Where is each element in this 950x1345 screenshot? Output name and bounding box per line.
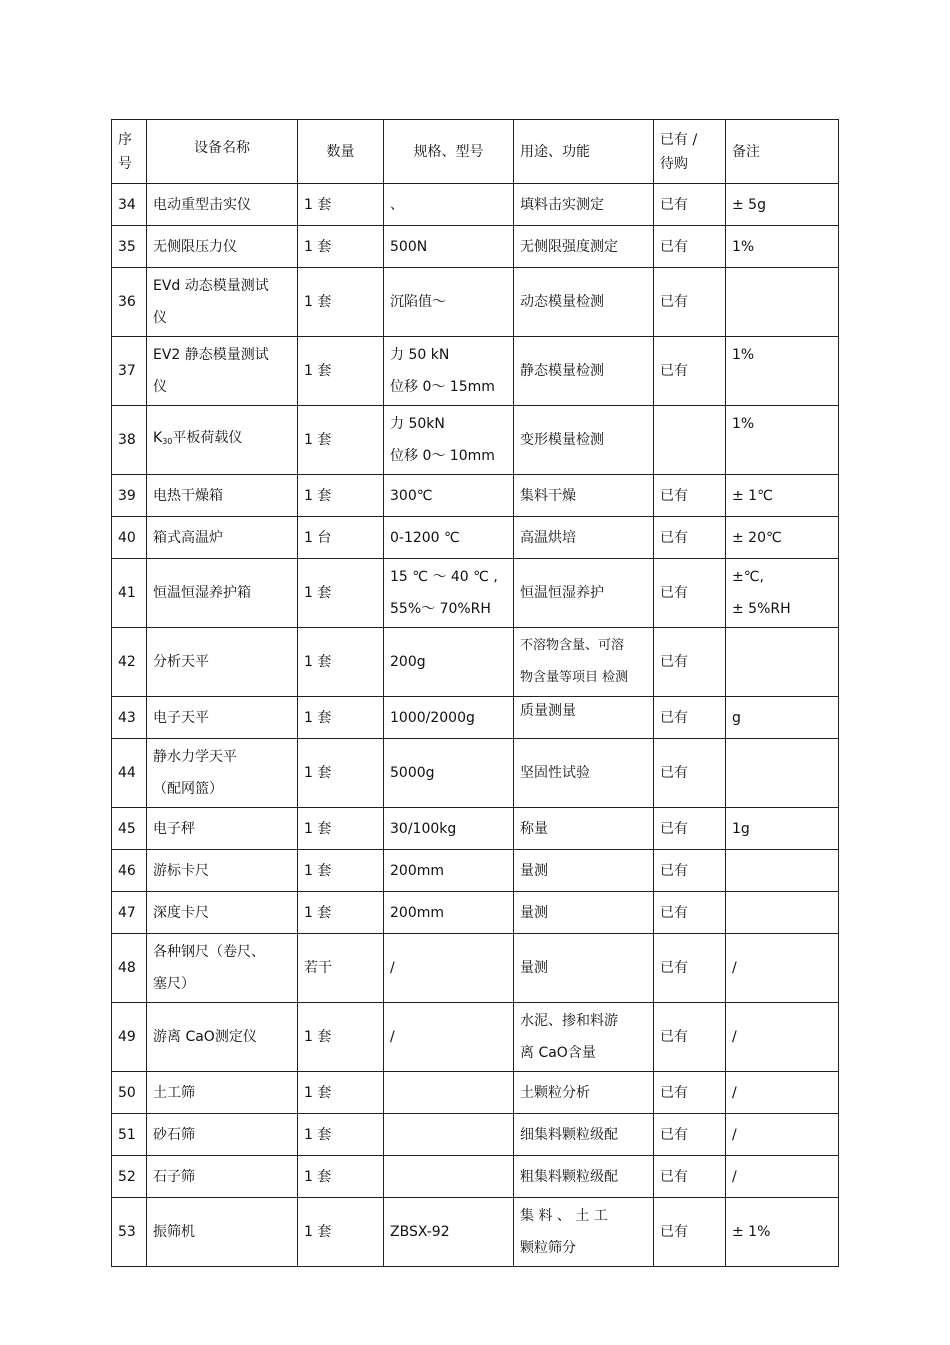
- row-name: 游标卡尺: [147, 850, 298, 892]
- row-use: 称量: [514, 808, 654, 850]
- row-qty: 1 套: [298, 1114, 384, 1156]
- row-name: 电子秤: [147, 808, 298, 850]
- row-use: 量测: [514, 850, 654, 892]
- row-remark: ± 1℃: [726, 475, 839, 517]
- row-name: 电热干燥箱: [147, 475, 298, 517]
- header-no: 序 号: [112, 120, 147, 184]
- row-remark: /: [726, 1072, 839, 1114]
- row-qty: 1 套: [298, 697, 384, 739]
- row-qty: 1 套: [298, 226, 384, 268]
- row-no: 34: [112, 184, 147, 226]
- row-no: 53: [112, 1198, 147, 1267]
- row-qty: 1 套: [298, 1198, 384, 1267]
- row-use: 集 料 、 土 工 颗粒筛分: [514, 1198, 654, 1267]
- row-status: 已有: [654, 892, 726, 934]
- row-remark: [726, 628, 839, 697]
- row-spec: 30/100kg: [384, 808, 514, 850]
- row-use: 质量测量: [514, 697, 654, 739]
- row-name: $K_{30}$平板荷载仪: [147, 406, 298, 475]
- table-row: [112, 268, 839, 337]
- row-spec: 、: [384, 184, 514, 226]
- row-remark: ± 5g: [726, 184, 839, 226]
- row-name: 电子天平: [147, 697, 298, 739]
- row-spec: 200g: [384, 628, 514, 697]
- header-row: [112, 120, 839, 184]
- row-status: [654, 406, 726, 475]
- row-name: 振筛机: [147, 1198, 298, 1267]
- row-qty: 1 套: [298, 268, 384, 337]
- row-no: 47: [112, 892, 147, 934]
- row-spec: [384, 1156, 514, 1198]
- row-name: 无侧限压力仪: [147, 226, 298, 268]
- row-no: 44: [112, 739, 147, 808]
- row-remark: 1g: [726, 808, 839, 850]
- row-remark: /: [726, 934, 839, 1003]
- row-qty: 1 套: [298, 559, 384, 628]
- row-spec: [384, 1072, 514, 1114]
- row-qty: 1 套: [298, 184, 384, 226]
- row-use: 水泥、掺和料游 离 CaO含量: [514, 1003, 654, 1072]
- row-use: 粗集料颗粒级配: [514, 1156, 654, 1198]
- row-status: 已有: [654, 697, 726, 739]
- row-status: 已有: [654, 934, 726, 1003]
- row-status: 已有: [654, 517, 726, 559]
- row-qty: 1 套: [298, 808, 384, 850]
- row-status: 已有: [654, 628, 726, 697]
- row-qty: 1 套: [298, 850, 384, 892]
- table-row: [112, 475, 839, 517]
- row-no: 36: [112, 268, 147, 337]
- table-row: [112, 934, 839, 1003]
- row-remark: ±℃, ± 5%RH: [726, 559, 839, 628]
- header-qty: 数量: [298, 120, 384, 184]
- header-remark: 备注: [726, 120, 839, 184]
- row-spec: 力 50 kN 位移 0～ 15mm: [384, 337, 514, 406]
- row-remark: /: [726, 1003, 839, 1072]
- row-no: 41: [112, 559, 147, 628]
- row-remark: /: [726, 1156, 839, 1198]
- row-status: 已有: [654, 808, 726, 850]
- row-qty: 1 套: [298, 1003, 384, 1072]
- row-no: 52: [112, 1156, 147, 1198]
- row-status: 已有: [654, 1072, 726, 1114]
- row-remark: [726, 739, 839, 808]
- row-spec: [384, 1114, 514, 1156]
- row-no: 48: [112, 934, 147, 1003]
- header-spec: 规格、型号: [384, 120, 514, 184]
- row-qty: 1 套: [298, 337, 384, 406]
- header-status: 已有 / 待购: [654, 120, 726, 184]
- row-remark: 1%: [726, 406, 839, 475]
- table-row: [112, 808, 839, 850]
- row-use: 量测: [514, 892, 654, 934]
- table-row: [112, 892, 839, 934]
- row-spec: 200mm: [384, 892, 514, 934]
- row-status: 已有: [654, 850, 726, 892]
- table-row: [112, 226, 839, 268]
- row-spec: 15 ℃ ～ 40 ℃ , 55%～ 70%RH: [384, 559, 514, 628]
- row-name: 分析天平: [147, 628, 298, 697]
- row-status: 已有: [654, 337, 726, 406]
- row-qty: 1 套: [298, 892, 384, 934]
- row-spec: ZBSX-92: [384, 1198, 514, 1267]
- row-spec: 300℃: [384, 475, 514, 517]
- row-use: 不溶物含量、可溶 物含量等项目 检测: [514, 628, 654, 697]
- row-remark: 1%: [726, 337, 839, 406]
- row-name: 恒温恒湿养护箱: [147, 559, 298, 628]
- row-no: 35: [112, 226, 147, 268]
- table-row: [112, 184, 839, 226]
- row-status: 已有: [654, 739, 726, 808]
- row-use: 坚固性试验: [514, 739, 654, 808]
- table-row: [112, 1198, 839, 1267]
- table-row: [112, 1156, 839, 1198]
- row-spec: 沉陷值～: [384, 268, 514, 337]
- row-use: 高温烘培: [514, 517, 654, 559]
- row-use: 土颗粒分析: [514, 1072, 654, 1114]
- row-no: 37: [112, 337, 147, 406]
- row-no: 50: [112, 1072, 147, 1114]
- row-status: 已有: [654, 226, 726, 268]
- row-name: 石子筛: [147, 1156, 298, 1198]
- table-row: [112, 628, 839, 697]
- row-remark: [726, 268, 839, 337]
- row-status: 已有: [654, 268, 726, 337]
- row-spec: /: [384, 934, 514, 1003]
- row-use: 无侧限强度测定: [514, 226, 654, 268]
- table-row: [112, 697, 839, 739]
- row-status: 已有: [654, 184, 726, 226]
- row-no: 51: [112, 1114, 147, 1156]
- row-name: EVd 动态模量测试 仪: [147, 268, 298, 337]
- equipment-table: [111, 119, 839, 1267]
- table-row: [112, 517, 839, 559]
- table-row: [112, 739, 839, 808]
- row-no: 38: [112, 406, 147, 475]
- row-qty: 1 套: [298, 406, 384, 475]
- row-qty: 1 套: [298, 739, 384, 808]
- row-qty: 1 套: [298, 1072, 384, 1114]
- row-use: 变形模量检测: [514, 406, 654, 475]
- row-spec: 力 50kN 位移 0～ 10mm: [384, 406, 514, 475]
- row-name: EV2 静态模量测试 仪: [147, 337, 298, 406]
- row-status: 已有: [654, 475, 726, 517]
- row-no: 39: [112, 475, 147, 517]
- row-status: 已有: [654, 559, 726, 628]
- row-spec: 1000/2000g: [384, 697, 514, 739]
- row-no: 46: [112, 850, 147, 892]
- header-use: 用途、功能: [514, 120, 654, 184]
- row-spec: 500N: [384, 226, 514, 268]
- row-qty: 1 套: [298, 1156, 384, 1198]
- row-qty: 若干: [298, 934, 384, 1003]
- row-use: 填料击实测定: [514, 184, 654, 226]
- row-name: 土工筛: [147, 1072, 298, 1114]
- row-use: 细集料颗粒级配: [514, 1114, 654, 1156]
- row-spec: 0-1200 ℃: [384, 517, 514, 559]
- row-use: 量测: [514, 934, 654, 1003]
- row-remark: ± 1%: [726, 1198, 839, 1267]
- table-row: [112, 1003, 839, 1072]
- row-no: 45: [112, 808, 147, 850]
- row-status: 已有: [654, 1003, 726, 1072]
- row-name: 静水力学天平 （配网篮）: [147, 739, 298, 808]
- row-status: 已有: [654, 1156, 726, 1198]
- row-name: 砂石筛: [147, 1114, 298, 1156]
- row-no: 43: [112, 697, 147, 739]
- row-use: 静态模量检测: [514, 337, 654, 406]
- table-row: [112, 1114, 839, 1156]
- row-spec: 5000g: [384, 739, 514, 808]
- row-use: 恒温恒湿养护: [514, 559, 654, 628]
- row-name: 深度卡尺: [147, 892, 298, 934]
- row-no: 40: [112, 517, 147, 559]
- row-status: 已有: [654, 1198, 726, 1267]
- row-qty: 1 套: [298, 475, 384, 517]
- row-remark: ± 20℃: [726, 517, 839, 559]
- row-no: 49: [112, 1003, 147, 1072]
- header-name: 设备名称: [147, 120, 298, 184]
- row-remark: 1%: [726, 226, 839, 268]
- row-spec: /: [384, 1003, 514, 1072]
- row-spec: 200mm: [384, 850, 514, 892]
- row-remark: [726, 850, 839, 892]
- row-name: 箱式高温炉: [147, 517, 298, 559]
- row-qty: 1 台: [298, 517, 384, 559]
- row-qty: 1 套: [298, 628, 384, 697]
- row-name: 各种钢尺（卷尺、 塞尺）: [147, 934, 298, 1003]
- table-row: [112, 1072, 839, 1114]
- table-row: [112, 850, 839, 892]
- table-row: [112, 559, 839, 628]
- row-name: 电动重型击实仪: [147, 184, 298, 226]
- row-remark: [726, 892, 839, 934]
- row-use: 集料干燥: [514, 475, 654, 517]
- table-row: [112, 337, 839, 406]
- row-use: 动态模量检测: [514, 268, 654, 337]
- row-no: 42: [112, 628, 147, 697]
- row-remark: g: [726, 697, 839, 739]
- table-row: [112, 406, 839, 475]
- row-status: 已有: [654, 1114, 726, 1156]
- row-name: 游离 CaO测定仪: [147, 1003, 298, 1072]
- row-remark: /: [726, 1114, 839, 1156]
